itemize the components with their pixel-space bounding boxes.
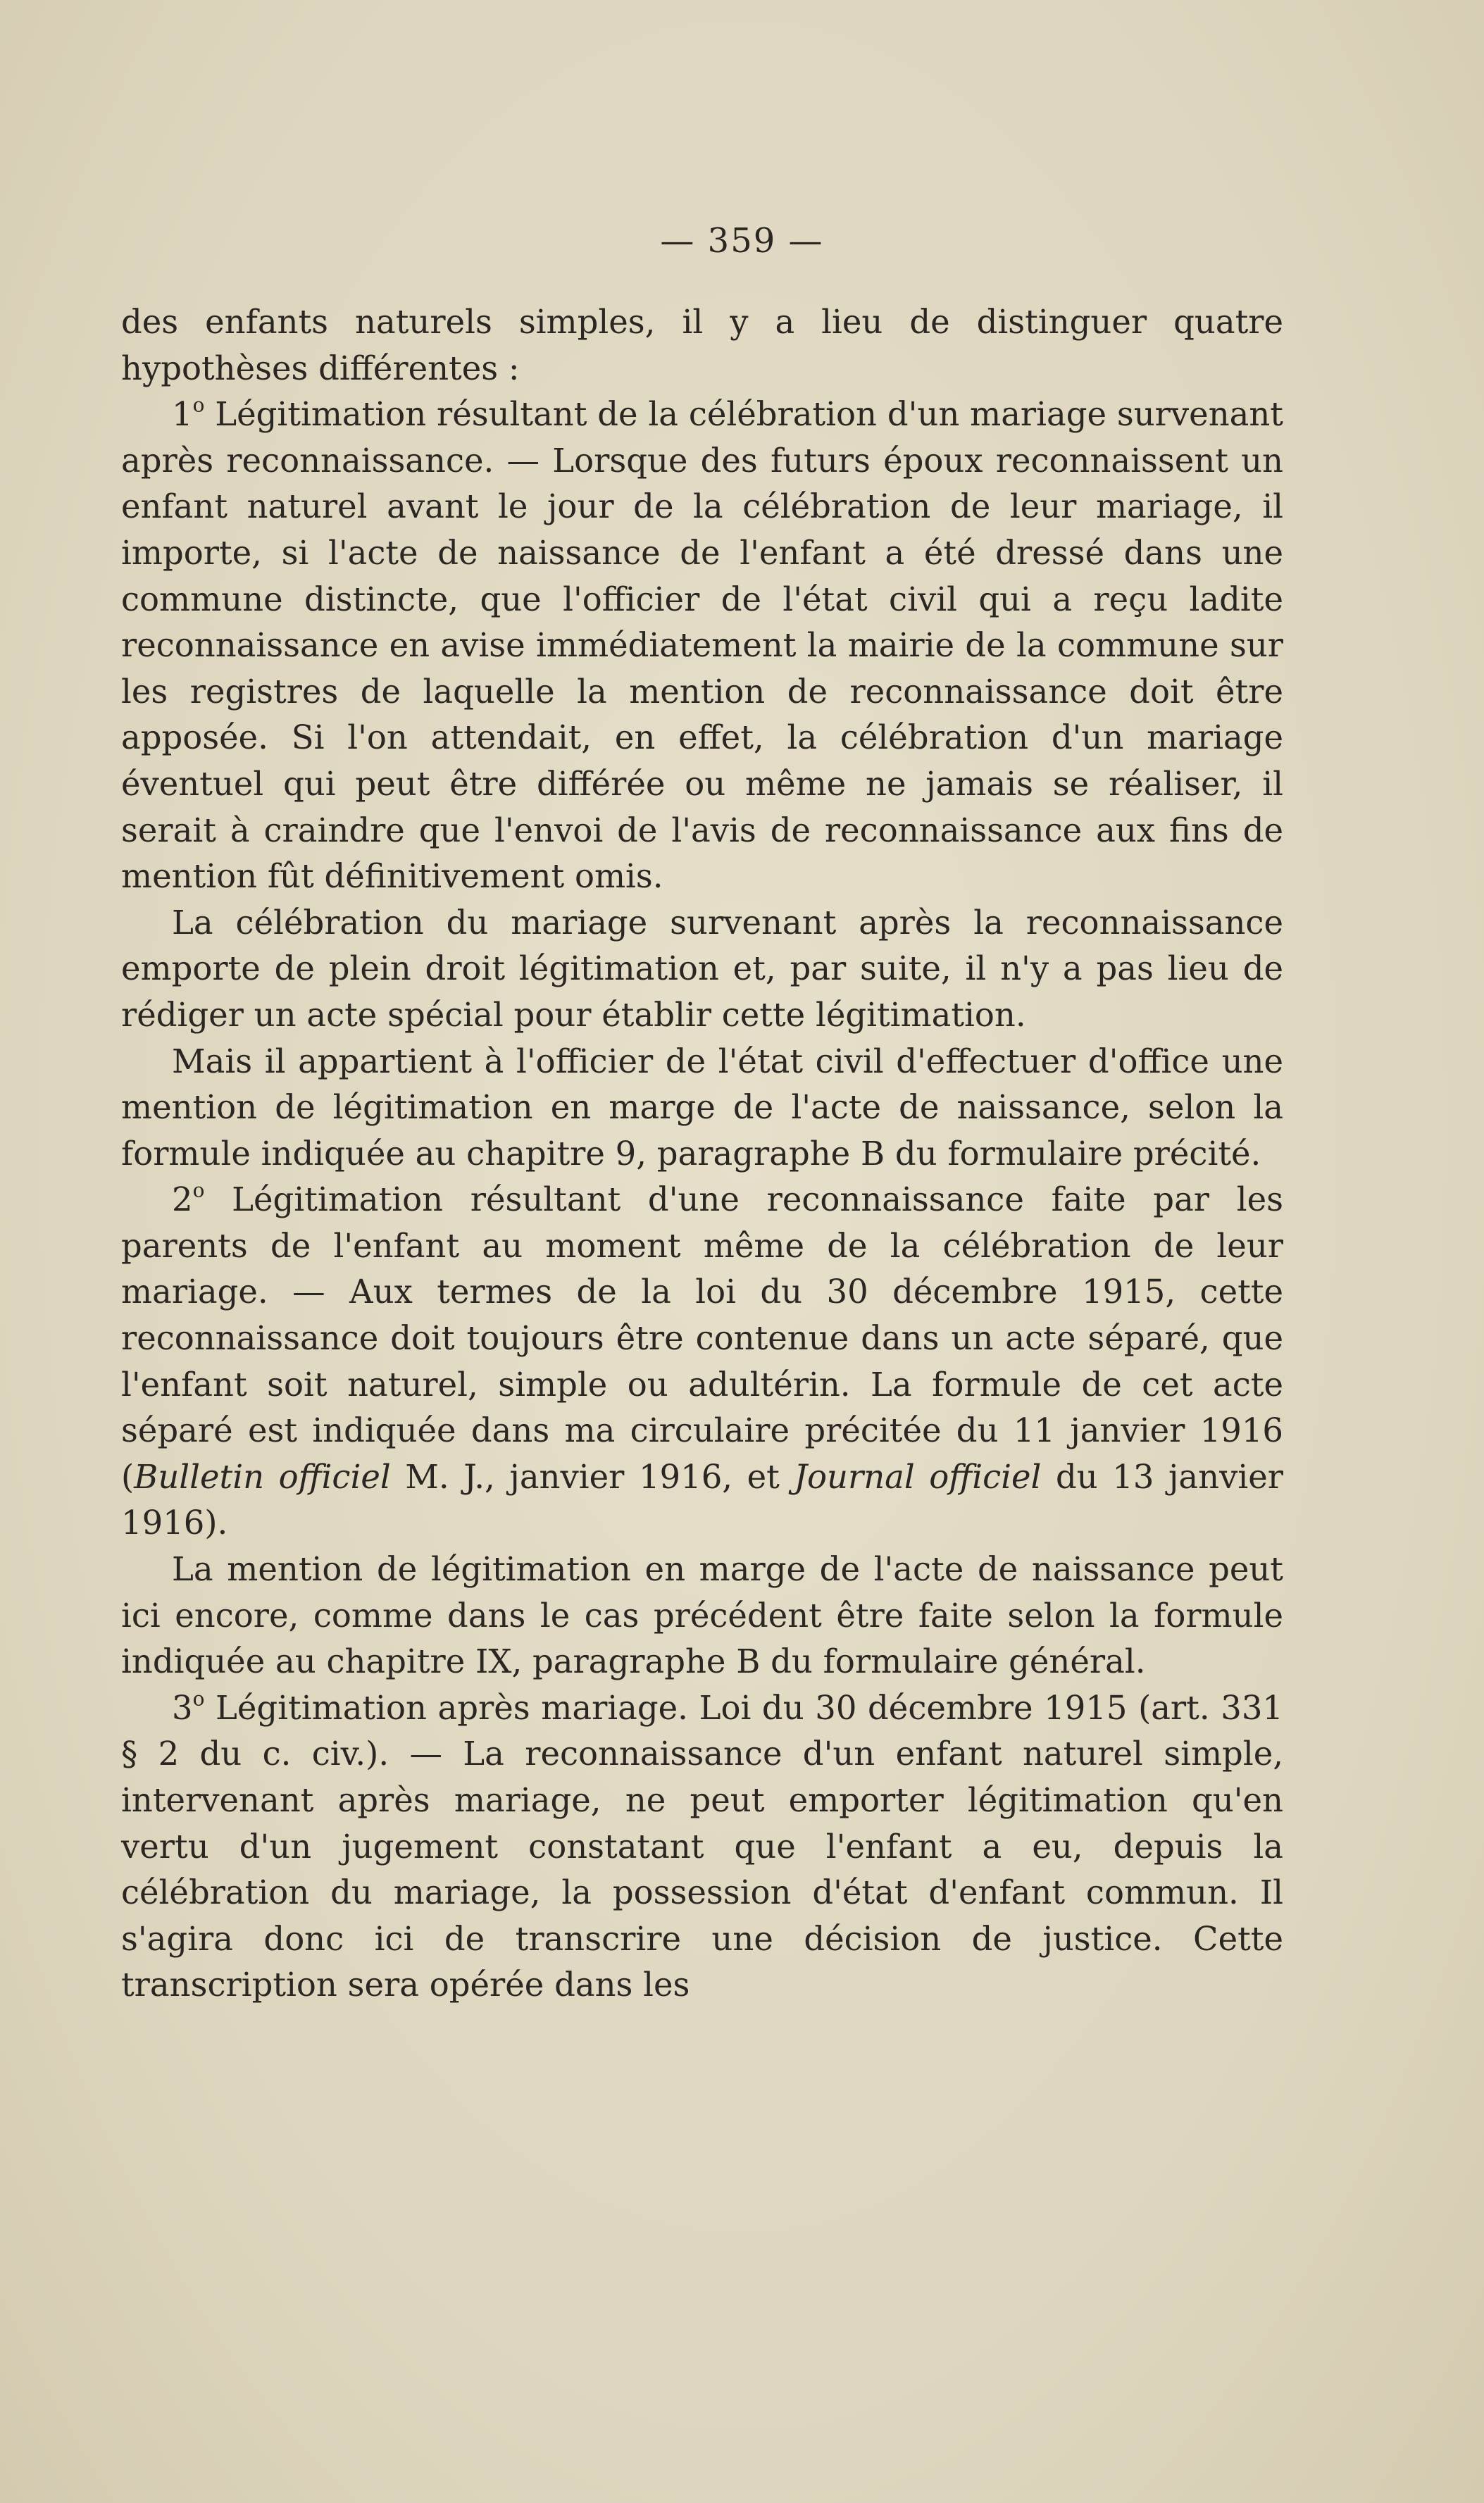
ordinal-mark: o (192, 393, 205, 417)
paragraph-text: Légitimation résultant de la célébration d'un mariage survenant après reconnaissance. — Lorsque des futurs époux reconnaissent un enfant naturel avant le jour de la célébration de leur mariage, il importe, si l'acte de naissance de l'enfant a été dressé dans une commune distincte, que l'officier de l'état civil qui a reçu ladite reconnaissance en avise immédiatement la mairie de la commune sur les registres de laquelle la mention de reconnaissance doit être apposée. Si l'on attendait, en effet, la célébration d'un mariage éventuel qui peut être différée ou même ne jamais se réaliser, il serait à craindre que l'envoi de l'avis de reconnaissance aux fins de mention fût définitivement omis. (121, 395, 1283, 896)
paragraph-text: Légitimation résultant d'une reconnaissance faite par les parents de l'enfant au moment même de la célébration de leur mariage. — Aux termes de la loi du 30 décembre 1915, cette reconnaissance doit toujours être contenue dans un acte séparé, que l'enfant soit naturel, simple ou adultérin. La formule de cet acte séparé est indiquée dans ma circulaire précitée du 11 janvier 1916 ( (121, 1180, 1283, 1496)
paragraph-case-1 (121, 392, 1283, 900)
ordinal-mark: o (192, 1687, 205, 1711)
paragraph-celebration: La célébration du mariage survenant après la reconnaissance emporte de plein droit légitimation et, par suite, il n'y a pas lieu de rédiger un acte spécial pour établir cette légitimation. (121, 903, 1283, 1034)
paragraph-text: M. J., janvier 1916, et (390, 1457, 794, 1496)
italic-reference: Bulletin officiel (134, 1457, 391, 1496)
case-number: 3 (172, 1688, 193, 1727)
case-number: 2 (172, 1180, 193, 1219)
case-number: 1 (172, 395, 193, 434)
paragraph-mention: La mention de légitimation en marge de l'acte de naissance peut ici encore, comme dans le cas précédent être faite selon la formule indiquée au chapitre IX, paragraphe B du formulaire général. (121, 1550, 1283, 1681)
paragraph-text: Légitimation après mariage. Loi du 30 décembre 1915 (art. 331 § 2 du c. civ.). — La reconnaissance d'un enfant naturel simple, intervenant après mariage, ne peut emporter légitimation qu'en vertu d'un jugement constatant que l'enfant a eu, depuis la célébration du mariage, la possession d'état d'enfant commun. Il s'agira donc ici de transcrire une décision de justice. Cette transcription sera opérée dans les (121, 1688, 1283, 2004)
ordinal-mark: o (192, 1178, 205, 1202)
page-number: — 359 — (660, 221, 824, 261)
paragraph-officer: Mais il appartient à l'officier de l'état civil d'effectuer d'office une mention de légitimation en marge de l'acte de naissance, selon la formule indiquée au chapitre 9, paragraphe B du formulaire précité. (121, 1042, 1283, 1173)
paragraph-text: du 13 janvier 1916). (121, 1457, 1283, 1542)
italic-reference: Journal officiel (794, 1457, 1042, 1496)
paragraph-intro: des enfants naturels simples, il y a lieu de distinguer quatre hypothèses différentes : (121, 303, 1283, 387)
body-text (121, 299, 1283, 2009)
paragraph-case-2 (121, 1177, 1283, 1547)
paragraph-case-3 (121, 1685, 1283, 2009)
